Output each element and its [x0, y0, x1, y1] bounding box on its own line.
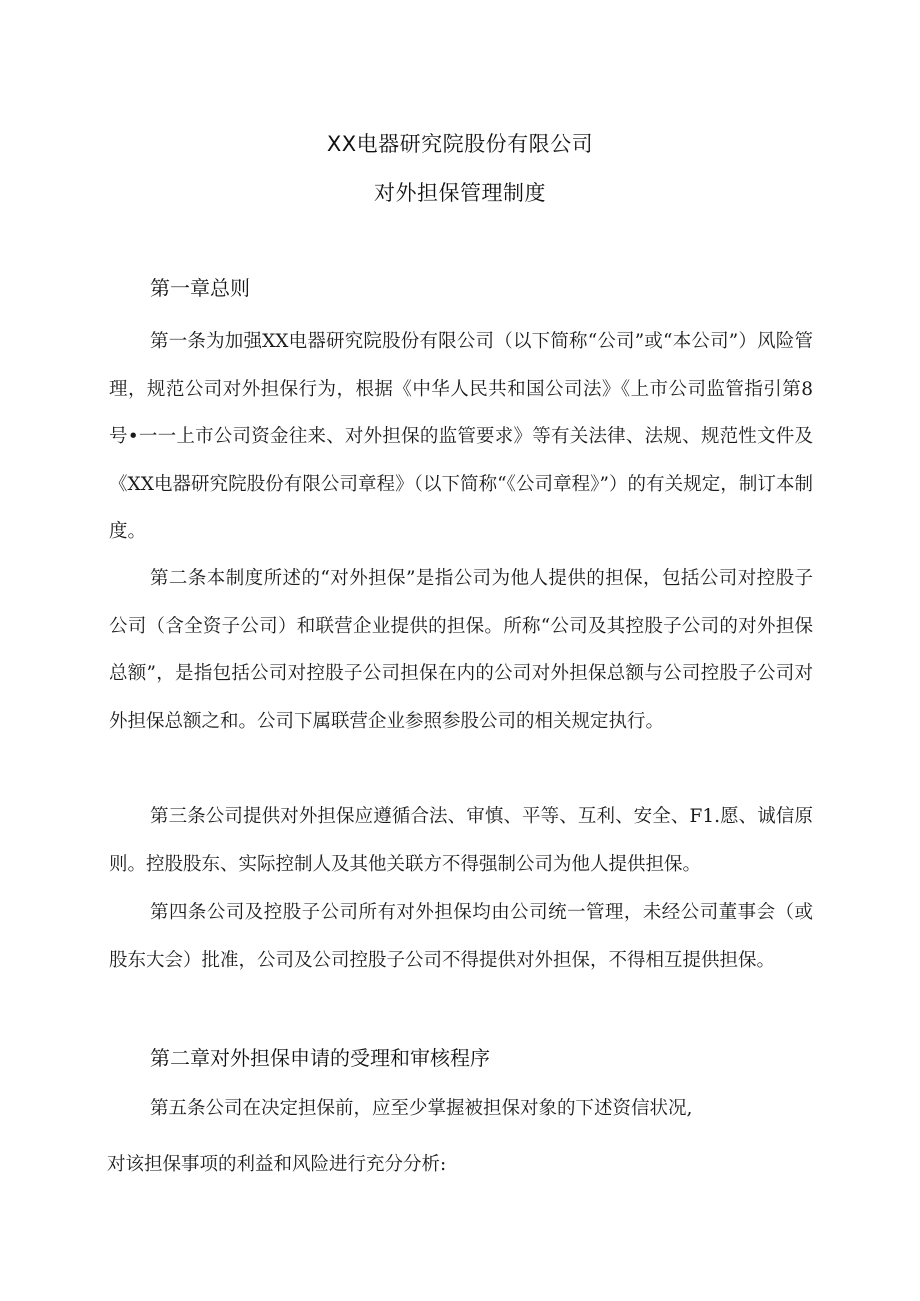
- article-2-paragraph: 第二条本制度所述的“对外担保”是指公司为他人提供的担保，包括公司对控股子公司（含全资子公司）和联营企业提供的担保。所称“公司及其控股子公司的对外担保总额”，是指包括公司对控股子公司担保在内的公司对外担保总额与公司控股子公司对外担保总额之和。公司下属联营企业参照参股公司的相关规定执行。: [109, 568, 813, 732]
- article-3-paragraph: 第三条公司提供对外担保应遵循合法、审慎、平等、互利、安全、F1.愿、诚信原则。控股股东、实际控制人及其他关联方不得强制公司为他人提供担保。: [109, 806, 813, 875]
- chapter-1-heading: 第一章总则: [150, 276, 250, 300]
- article-1-paragraph: 第一条为加强XX电器研究院股份有限公司（以下简称“公司”或“本公司”）风险管理，规范公司对外担保行为，根据《中华人民共和国公司法》《上市公司监管指引第8号•一一上市公司资金往来、对外担保的监管要求》等有关法律、法规、规范性文件及《XX电器研究院股份有限公司章程》（以下简称“《公司章程》”）的有关规定，制订本制度。: [109, 331, 813, 542]
- chapter-2-heading: 第二章对外担保申请的受理和审核程序: [150, 1046, 490, 1070]
- document-title-company: XX电器研究院股份有限公司: [326, 132, 594, 156]
- document-title-regulation: 对外担保管理制度: [374, 181, 546, 205]
- article-5-line-2: 对该担保事项的利益和风险进行充分分析:: [107, 1154, 447, 1175]
- article-4-paragraph: 第四条公司及控股子公司所有对外担保均由公司统一管理，未经公司董事会（或股东大会）批准，公司及公司控股子公司不得提供对外担保，不得相互提供担保。: [109, 902, 813, 971]
- article-5-line-1: 第五条公司在决定担保前，应至少掌握被担保对象的下述资信状况,: [150, 1098, 693, 1119]
